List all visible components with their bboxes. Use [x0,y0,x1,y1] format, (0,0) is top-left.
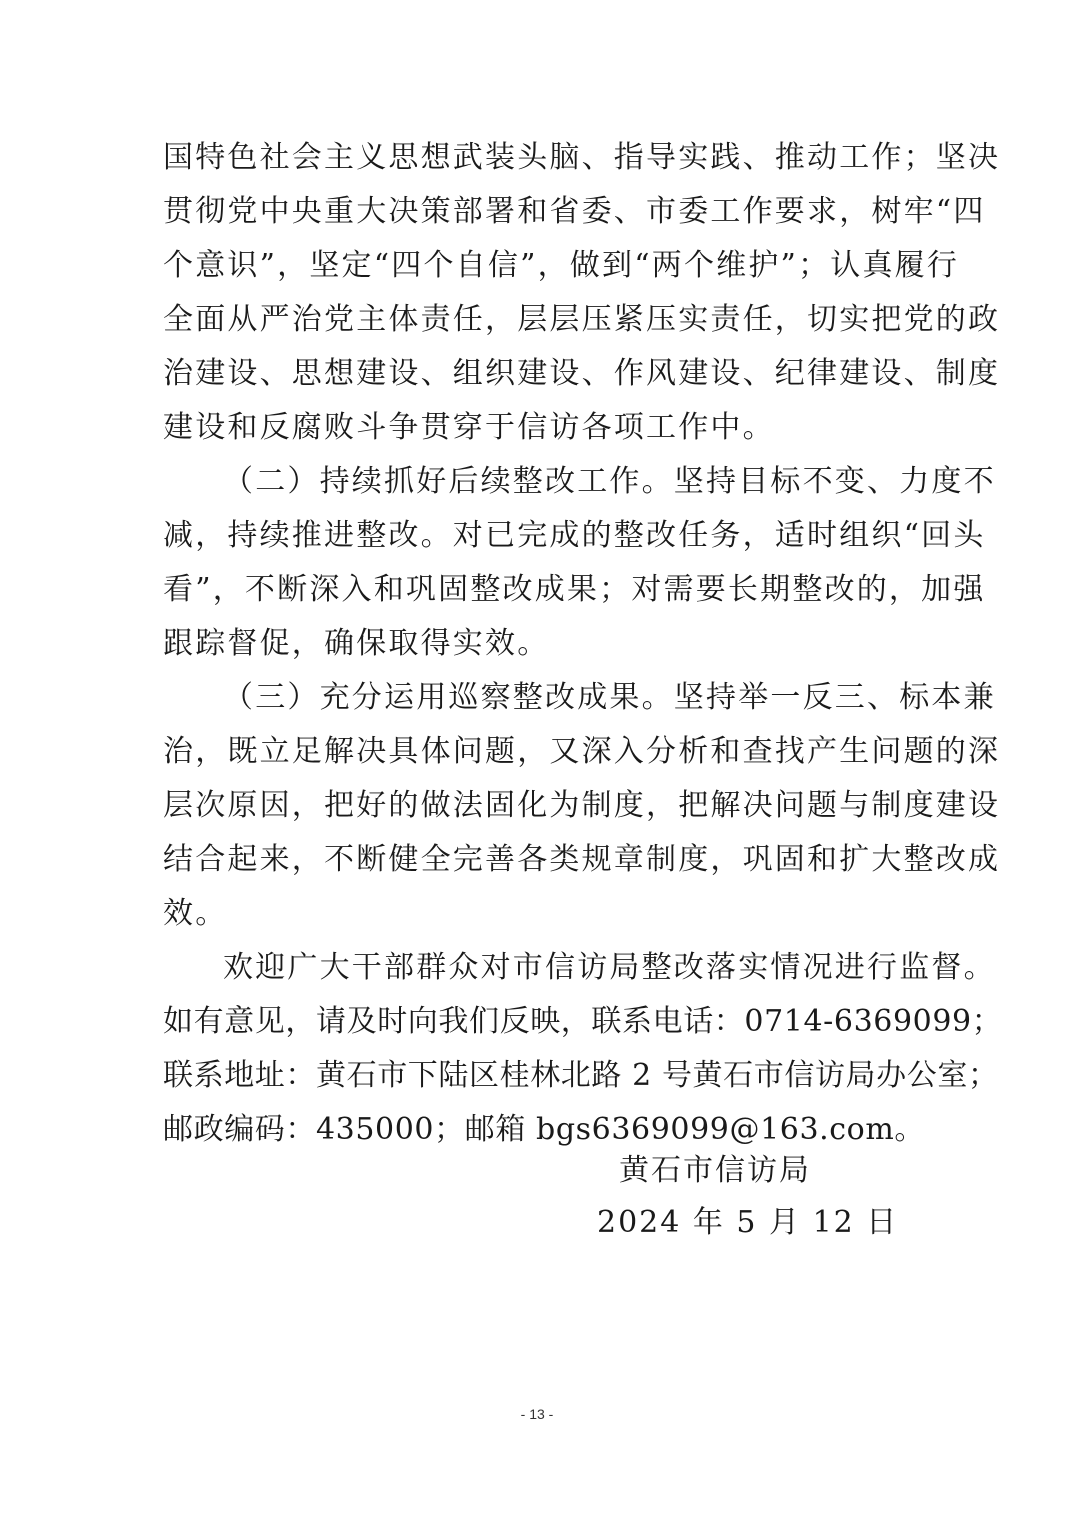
contact-phone-line: 如有意见，请及时向我们反映，联系电话：0714-6369099； [163,1004,1003,1039]
paragraph-line: 看”，不断深入和巩固整改成果；对需要长期整改的，加强 [163,572,986,607]
section-heading-line: （三）充分运用巡察整改成果。坚持举一反三、标本兼 [223,680,996,715]
section-heading-line: （二）持续抓好后续整改工作。坚持目标不变、力度不 [223,464,996,499]
signature-date: 2024 年 5 月 12 日 [597,1205,899,1240]
paragraph-line: 层次原因，把好的做法固化为制度，把解决问题与制度建设 [163,788,1001,823]
paragraph-line: 国特色社会主义思想武装头脑、指导实践、推动工作；坚决 [163,140,1001,175]
paragraph-line: 治，既立足解决具体问题，又深入分析和查找产生问题的深 [163,734,1001,769]
page-number: - 13 - [520,1406,554,1422]
paragraph-line: 跟踪督促，确保取得实效。 [163,626,550,661]
contact-address-line: 联系地址：黄石市下陆区桂林北路 2 号黄石市信访局办公室； [163,1058,999,1093]
paragraph-line: 贯彻党中央重大决策部署和省委、市委工作要求，树牢“四 [163,194,986,229]
contact-email-line: 邮政编码：435000；邮箱 bgs6369099@163.com。 [163,1112,925,1147]
paragraph-line: 全面从严治党主体责任，层层压紧压实责任，切实把党的政 [163,302,1001,337]
signature-organization: 黄石市信访局 [619,1153,811,1188]
paragraph-line: 欢迎广大干部群众对市信访局整改落实情况进行监督。 [223,950,996,985]
paragraph-line: 效。 [163,896,228,931]
paragraph-line: 建设和反腐败斗争贯穿于信访各项工作中。 [163,410,775,445]
paragraph-line: 个意识”，坚定“四个自信”，做到“两个维护”；认真履行 [163,248,960,283]
paragraph-line: 减，持续推进整改。对已完成的整改任务，适时组织“回头 [163,518,986,553]
paragraph-line: 结合起来，不断健全完善各类规章制度，巩固和扩大整改成 [163,842,1001,877]
paragraph-line: 治建设、思想建设、组织建设、作风建设、纪律建设、制度 [163,356,1001,391]
